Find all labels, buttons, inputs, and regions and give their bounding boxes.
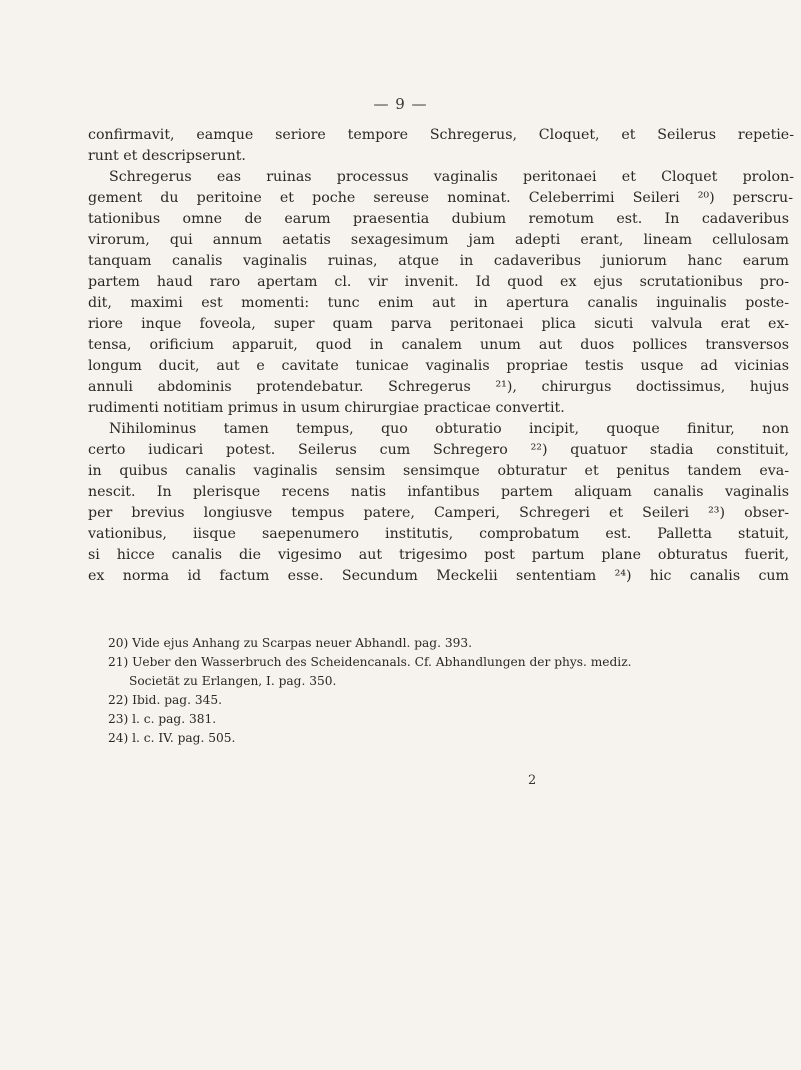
footnote: 22) Ibid. pag. 345.	[108, 693, 222, 707]
text-line: runt et descripserunt.	[88, 148, 246, 164]
page-number: — 9 —	[373, 95, 428, 113]
footnotes	[108, 634, 788, 748]
text-line: in quibus canalis vaginalis sensim sensimque obturatur et penitus tandem eva-	[88, 463, 789, 479]
text-line: confirmavit, eamque seriore tempore Schregerus, Cloquet, et Seilerus repetie-	[88, 127, 794, 143]
text-line: Schregerus eas ruinas processus vaginalis peritonaei et Cloquet prolon-	[109, 169, 794, 185]
footnote: 20) Vide ejus Anhang zu Scarpas neuer Abhandl. pag. 393.	[108, 636, 472, 650]
footnote-continuation: Societät zu Erlangen, I. pag. 350.	[129, 674, 337, 688]
text-line: riore inque foveola, super quam parva peritonaei plica sicuti valvula erat ex-	[88, 316, 789, 332]
text-line: tanquam canalis vaginalis ruinas, atque in cadaveribus juniorum hanc earum	[88, 253, 789, 269]
signature-mark: 2	[528, 773, 537, 788]
text-line: annuli abdominis protendebatur. Schregerus ²¹), chirurgus doctissimus, hujus	[88, 379, 789, 395]
text-line: nescit. In plerisque recens natis infantibus partem aliquam canalis vaginalis	[88, 484, 789, 500]
footnote: 21) Ueber den Wasserbruch des Scheidencanals. Cf. Abhandlungen der phys. mediz.	[108, 655, 632, 669]
body-text	[88, 125, 793, 587]
text-line: vationibus, iisque saepenumero institutis, comprobatum est. Palletta statuit,	[88, 526, 789, 542]
text-line: tationibus omne de earum praesentia dubium remotum est. In cadaveribus	[88, 211, 789, 227]
text-line: Nihilominus tamen tempus, quo obturatio incipit, quoque finitur, non	[109, 421, 789, 437]
text-line: ex norma id factum esse. Secundum Meckelii sententiam ²⁴) hic canalis cum	[88, 568, 789, 584]
footnote: 23) l. c. pag. 381.	[108, 712, 217, 726]
text-line: virorum, qui annum aetatis sexagesimum jam adepti erant, lineam cellulosam	[88, 232, 789, 248]
text-line: si hicce canalis die vigesimo aut trigesimo post partum plane obturatus fuerit,	[88, 547, 789, 563]
text-line: tensa, orificium apparuit, quod in canalem unum aut duos pollices transversos	[88, 337, 789, 353]
text-line: certo iudicari potest. Seilerus cum Schregero ²²) quatuor stadia constituit,	[88, 442, 789, 458]
text-line: gement du peritoine et poche sereuse nominat. Celeberrimi Seileri ²⁰) perscru-	[88, 190, 793, 206]
text-line: dit, maximi est momenti: tunc enim aut in apertura canalis inguinalis poste-	[88, 295, 789, 311]
text-line: partem haud raro apertam cl. vir invenit. Id quod ex ejus scrutationibus pro-	[88, 274, 789, 290]
footnote: 24) l. c. IV. pag. 505.	[108, 731, 236, 745]
text-line: longum ducit, aut e cavitate tunicae vaginalis propriae testis usque ad vicinias	[88, 358, 789, 374]
text-line: rudimenti notitiam primus in usum chirurgiae practicae convertit.	[88, 400, 565, 416]
text-line: per brevius longiusve tempus patere, Camperi, Schregeri et Seileri ²³) obser-	[88, 505, 789, 521]
